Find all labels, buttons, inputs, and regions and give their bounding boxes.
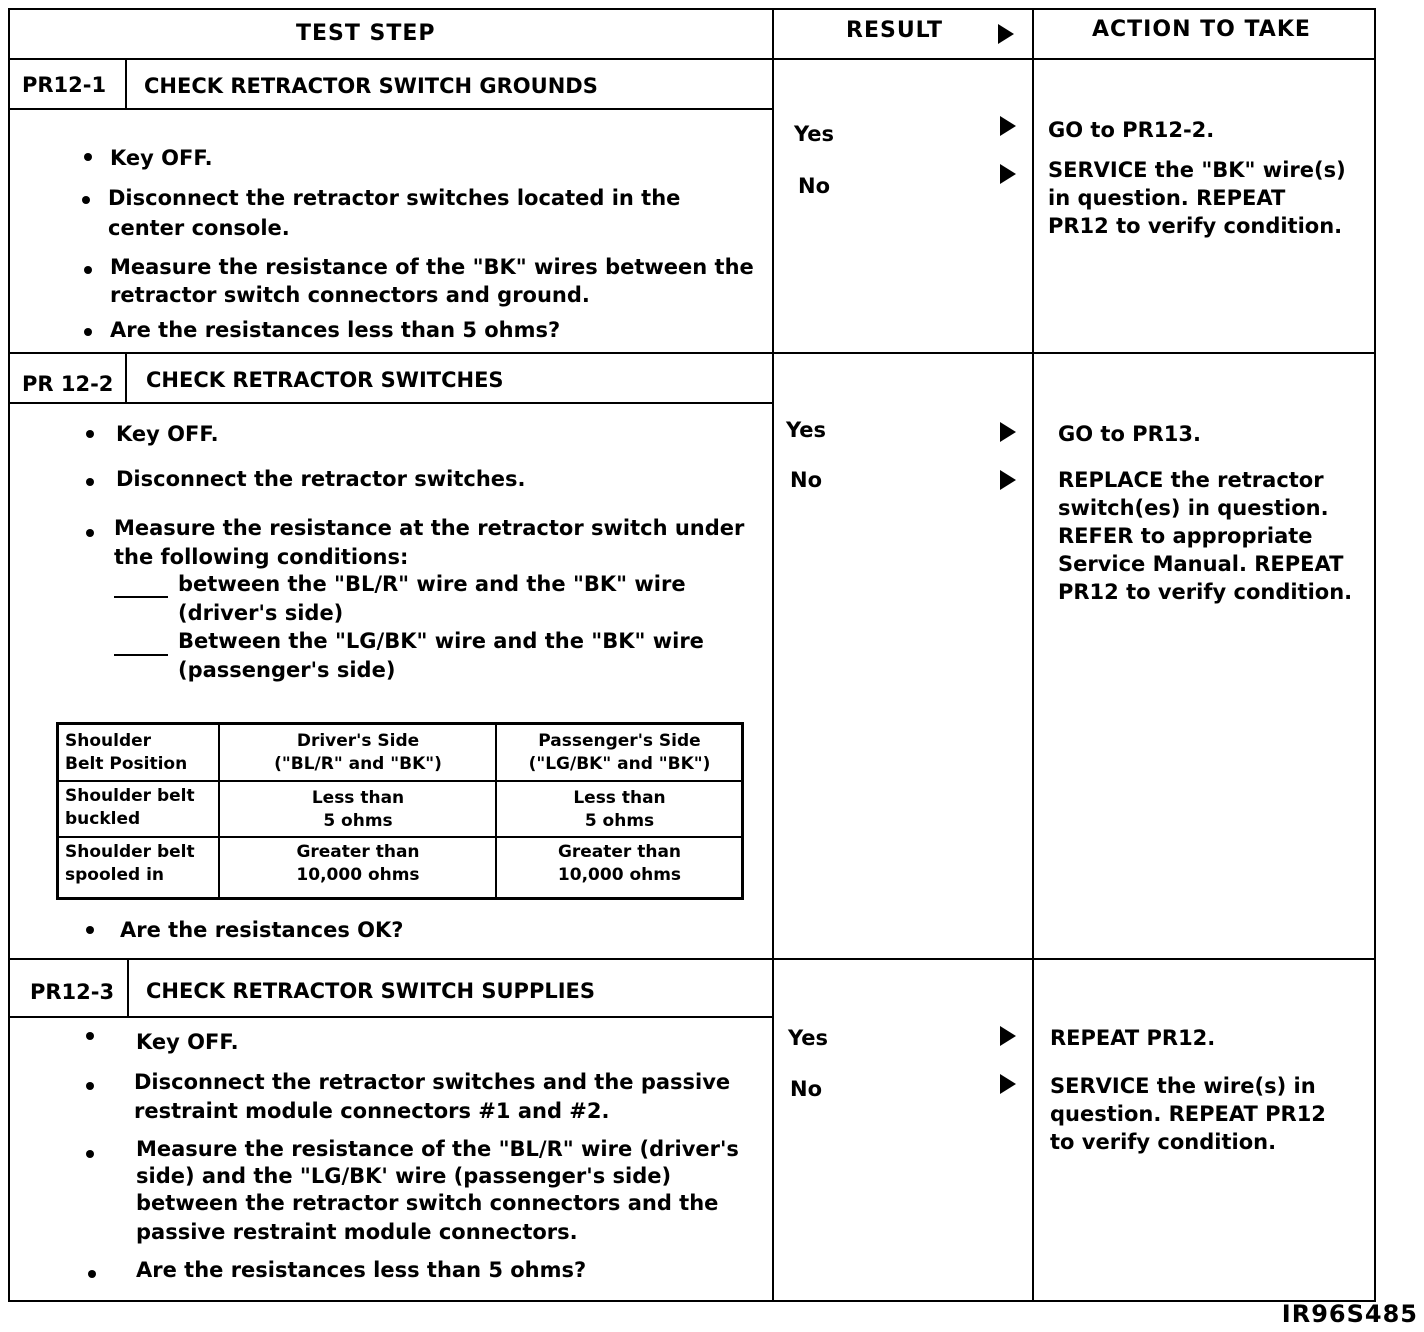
step-line: Are the resistances less than 5 ohms? xyxy=(136,1258,587,1282)
action-line: REPLACE the retractor xyxy=(1058,468,1324,492)
step-line: center console. xyxy=(108,216,290,240)
step-line: Disconnect the retractor switches. xyxy=(116,467,526,491)
header-arrow-icon xyxy=(998,24,1014,44)
action-line: PR12 to verify condition. xyxy=(1058,580,1353,604)
table-cell: Greater than 10,000 ohms xyxy=(296,842,420,885)
bullet-icon xyxy=(84,328,92,336)
table-col-divider xyxy=(218,725,220,897)
step-id: PR 12-2 xyxy=(22,372,114,396)
table-row-divider xyxy=(59,780,741,782)
bullet-icon xyxy=(86,478,94,486)
table-cell: Greater than 10,000 ohms xyxy=(557,842,682,885)
step-title-divider xyxy=(8,402,772,404)
step-id-divider xyxy=(125,58,127,110)
bullet-icon xyxy=(86,1150,94,1158)
bullet-icon xyxy=(88,1270,96,1278)
bullet-icon xyxy=(86,926,94,934)
table-header-cell: Driver's Side ("BL/R" and "BK") xyxy=(274,731,442,774)
table-cell: Less than 5 ohms xyxy=(311,788,405,831)
action-line: REPEAT PR12. xyxy=(1050,1026,1216,1050)
step-line: Disconnect the retractor switches located in the xyxy=(108,186,681,210)
checkbox-blank xyxy=(114,596,168,598)
action-line: to verify condition. xyxy=(1050,1130,1277,1154)
step-line: Key OFF. xyxy=(110,146,213,170)
action-line: question. REPEAT PR12 xyxy=(1050,1102,1326,1126)
step-line: passive restraint module connectors. xyxy=(136,1220,578,1244)
step-line: side) and the "LG/BK' wire (passenger's side) xyxy=(136,1164,672,1188)
bullet-icon xyxy=(84,153,92,161)
resistance-spec-table xyxy=(56,722,744,900)
result-arrow-icon xyxy=(1000,470,1016,490)
header-divider xyxy=(8,58,1376,60)
table-header-cell: Passenger's Side ("LG/BK" and "BK") xyxy=(528,731,711,774)
action-line: REFER to appropriate xyxy=(1058,524,1313,548)
action-line: SERVICE the "BK" wire(s) xyxy=(1048,158,1346,182)
step-line: between the retractor switch connectors and the xyxy=(136,1191,719,1215)
table-col-divider xyxy=(495,725,497,897)
bullet-icon xyxy=(82,196,90,204)
action-line: SERVICE the wire(s) in xyxy=(1050,1074,1316,1098)
step-line: (driver's side) xyxy=(178,601,344,625)
bullet-icon xyxy=(86,1032,94,1040)
header-result: RESULT xyxy=(846,18,944,43)
step-divider xyxy=(8,352,1376,354)
action-line: in question. REPEAT xyxy=(1048,186,1286,210)
step-id-divider xyxy=(125,352,127,404)
step-id: PR12-1 xyxy=(22,73,107,97)
header-test-step: TEST STEP xyxy=(296,21,436,46)
bullet-icon xyxy=(86,1082,94,1090)
table-cell: Shoulder belt buckled xyxy=(65,786,195,829)
bullet-icon xyxy=(86,430,94,438)
step-line: Measure the resistance of the "BK" wires between the xyxy=(110,255,754,279)
step-line: (passenger's side) xyxy=(178,658,396,682)
result-arrow-icon xyxy=(1000,164,1016,184)
bullet-icon xyxy=(84,266,92,274)
step-line: restraint module connectors #1 and #2. xyxy=(134,1099,610,1123)
step-title: CHECK RETRACTOR SWITCH SUPPLIES xyxy=(146,979,596,1003)
step-title: CHECK RETRACTOR SWITCHES xyxy=(146,368,504,392)
step-line: Between the "LG/BK" wire and the "BK" wire xyxy=(178,629,704,653)
step-line: between the "BL/R" wire and the "BK" wire xyxy=(178,572,686,596)
step-id-divider xyxy=(127,958,129,1016)
column-divider-result xyxy=(772,8,774,1302)
action-line: PR12 to verify condition. xyxy=(1048,214,1343,238)
action-line: Service Manual. REPEAT xyxy=(1058,552,1344,576)
table-cell: Shoulder belt spooled in xyxy=(65,842,195,885)
result-arrow-icon xyxy=(1000,1074,1016,1094)
result-no: No xyxy=(790,1077,823,1101)
step-line: Are the resistances OK? xyxy=(120,918,404,942)
figure-id: IR96S485 xyxy=(1281,1300,1418,1328)
step-line: retractor switch connectors and ground. xyxy=(110,283,590,307)
step-id: PR12-3 xyxy=(30,980,115,1004)
result-yes: Yes xyxy=(788,1026,829,1050)
step-line: Measure the resistance of the "BL/R" wire (driver's xyxy=(136,1137,739,1161)
header-action: ACTION TO TAKE xyxy=(1092,17,1311,42)
result-arrow-icon xyxy=(1000,1026,1016,1046)
step-line: Measure the resistance at the retractor switch under xyxy=(114,516,745,540)
action-line: switch(es) in question. xyxy=(1058,496,1329,520)
table-header-cell: Shoulder Belt Position xyxy=(65,731,188,774)
result-arrow-icon xyxy=(1000,116,1016,136)
step-line: Disconnect the retractor switches and the passive xyxy=(134,1070,731,1094)
action-line: GO to PR13. xyxy=(1058,422,1201,446)
step-title-divider xyxy=(8,1016,772,1018)
action-line: GO to PR12-2. xyxy=(1048,118,1215,142)
step-line: Key OFF. xyxy=(136,1030,239,1054)
step-line: the following conditions: xyxy=(114,545,409,569)
step-title: CHECK RETRACTOR SWITCH GROUNDS xyxy=(144,74,598,98)
step-line: Key OFF. xyxy=(116,422,219,446)
result-yes: Yes xyxy=(786,418,827,442)
result-arrow-icon xyxy=(1000,422,1016,442)
step-title-divider xyxy=(8,108,772,110)
result-no: No xyxy=(790,468,823,492)
table-cell: Less than 5 ohms xyxy=(573,788,666,831)
result-yes: Yes xyxy=(794,122,835,146)
column-divider-action xyxy=(1032,8,1034,1302)
result-no: No xyxy=(798,174,831,198)
step-divider xyxy=(8,958,1376,960)
checkbox-blank xyxy=(114,654,168,656)
step-line: Are the resistances less than 5 ohms? xyxy=(110,318,561,342)
bullet-icon xyxy=(86,529,94,537)
table-row-divider xyxy=(59,836,741,838)
